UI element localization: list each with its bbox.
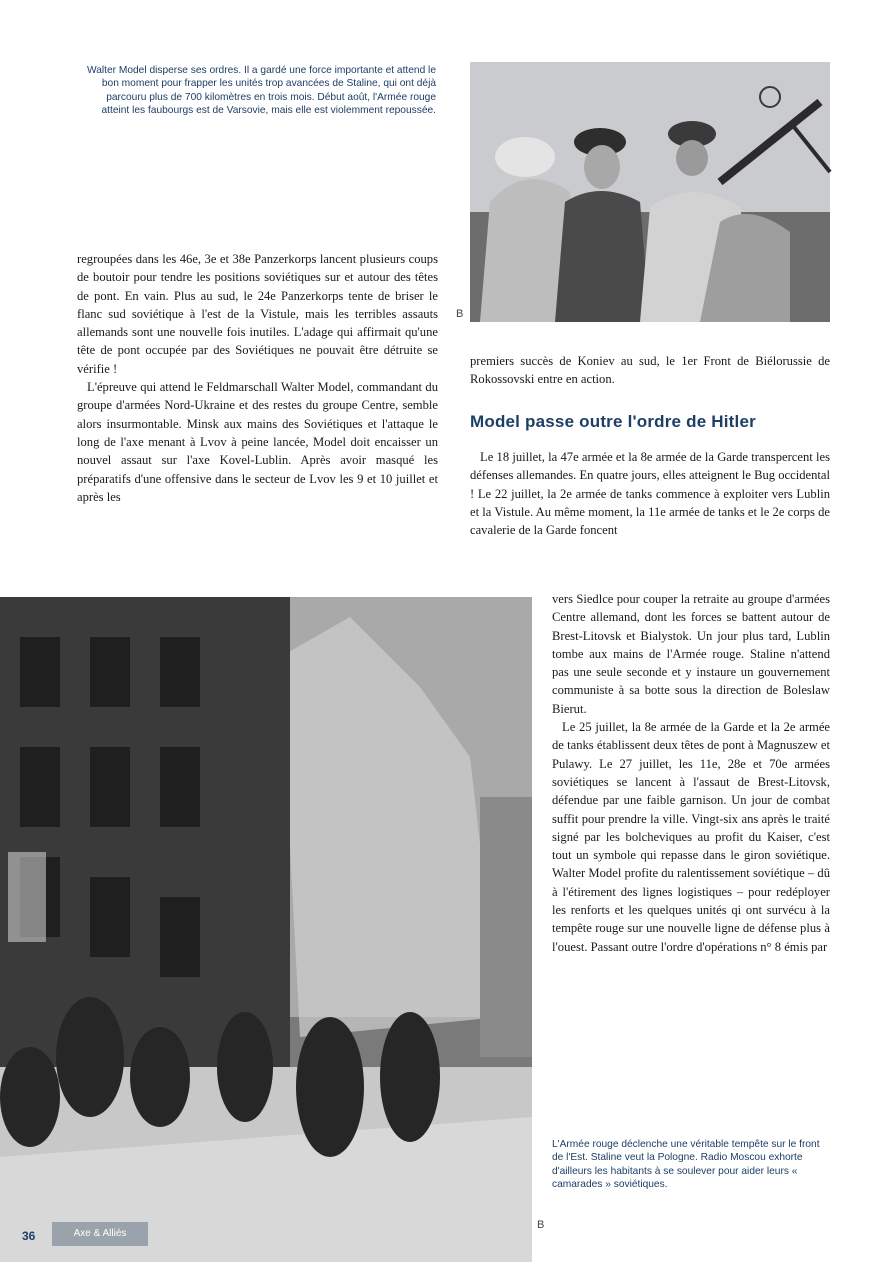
photo-caption-top: Walter Model disperse ses ordres. Il a gardé une force importante et attend le bon moment pour frapper les unités trop avancées de Staline, qui ont déjà parcouru plus de 700 kilomètres en trois mois. Début août, l'Armée rouge atteint les faubourgs est de Varsovie, mais elle est violemment repoussée. [86, 65, 436, 117]
right-column-text: Le 18 juillet, la 47e armée et la 8e armée de la Garde transpercent les défenses allemandes. En quatre jours, elles atteignent le Bug occidental ! Le 22 juillet, la 2e armée de tanks commence à exploiter vers Lublin et la Vistule. Au même moment, la 11e armée de tanks et le 2e corps de cavalerie de la Garde foncent [470, 450, 830, 538]
paragraph: vers Siedlce pour couper la retraite au groupe d'armées Centre allemand, dont les forces se battent autour de Brest-Litovsk et Bialystok. Un jour plus tard, Lublin tombe aux mains de l'Armée rouge. Staline n'attend pas une seule seconde et y instaure un gouvernement communiste à sa botte sous la direction de Boleslaw Bierut. [552, 592, 830, 716]
photo-credit-label: B [537, 1219, 545, 1231]
soldiers-illustration [470, 62, 830, 322]
paragraph: regroupées dans les 46e, 3e et 38e Panzerkorps lancent plusieurs coups de boutoir pour tendre les positions soviétiques sur et autour des têtes de pont. En vain. Plus au sud, le 24e Panzerkorps tente de briser le flanc sud soviétique à l'est de la Vistule, mais les terribles assauts allemands sont une nouvelle fois inutiles. L'adage qui affirmait qu'une tête de pont occupée par des Soviétiques ne pouvait être détruite se vérifie ! [77, 252, 438, 376]
photo-credit-label: B [456, 308, 464, 320]
ruined-street-illustration [0, 597, 532, 1262]
page-number: 36 [22, 1229, 36, 1243]
right-column-intro: premiers succès de Koniev au sud, le 1er Front de Biélorussie de Rokossovski entre en action. [470, 354, 830, 387]
section-heading: Model passe outre l'ordre de Hitler [470, 412, 756, 431]
right-column-narrow-text [552, 590, 830, 956]
paragraph: L'épreuve qui attend le Feldmarschall Walter Model, commandant du groupe d'armées Nord-Ukraine et des restes du groupe Centre, semble alors insurmontable. Minsk aux mains des Soviétiques et l'attaque le long de l'axe menant à Lvov à peine lancée, Model doit encaisser un nouvel assaut sur l'axe Kovel-Lublin. Après avoir masqué les préparatifs d'une offensive dans le secteur de Lvov les 9 et 10 juillet et après les [77, 380, 438, 504]
paragraph: Le 25 juillet, la 8e armée de la Garde et la 2e armée de tanks établissent deux têtes de pont à Magnuszew et Pulawy. Le 27 juillet, les 11e, 28e et 70e armées soviétiques se lancent à l'assaut de Brest-Litovsk, défendue par une faible garnison. Un jour de combat suffit pour prendre la ville. Vingt-six ans après le traité signé par les bolcheviques au profit du Kaiser, c'est tout un symbole qui repasse dans le giron soviétique. Walter Model profite du ralentissement soviétique – dû à l'étirement des lignes logistiques – pour redéployer les renforts et les quelques unités qi ont survécu à la tempête rouge sur une nouvelle ligne de défense plus à l'ouest. Passant outre l'ordre d'opérations n° 8 émis par [552, 720, 830, 954]
magazine-name: Axe & Alliés [52, 1222, 148, 1246]
left-column-text [77, 250, 438, 506]
photo-caption-bottom: L'Armée rouge déclenche une véritable tempête sur le front de l'Est. Staline veut la Pologne. Radio Moscou exhorte d'ailleurs les habitants à se soulever pour aider leurs « camarades » soviétiques. [552, 1139, 820, 1191]
photo-soldiers-machine-gun [456, 62, 830, 322]
photo-ruined-street [0, 597, 545, 1262]
